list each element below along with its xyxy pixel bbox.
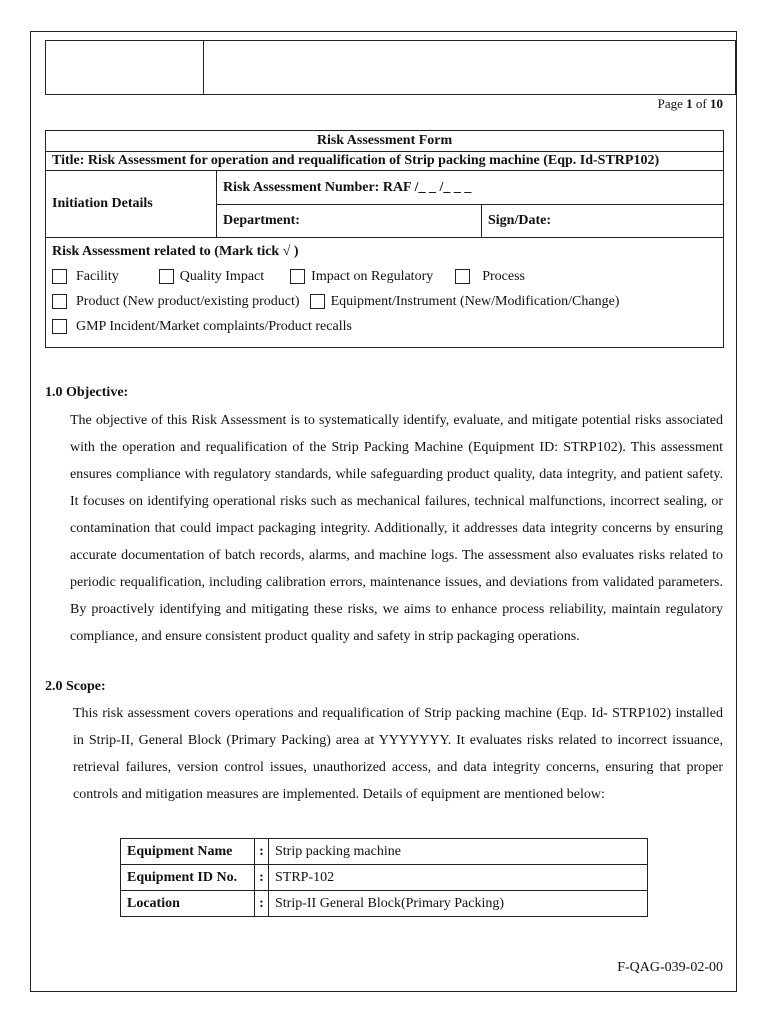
equipment-id-label: Equipment ID No.: [121, 865, 255, 891]
product-checkbox[interactable]: [52, 294, 67, 309]
process-checkbox[interactable]: [455, 269, 470, 284]
colon: :: [255, 891, 269, 917]
initiation-details-label: Initiation Details: [46, 171, 217, 238]
regulatory-option[interactable]: [290, 269, 433, 285]
equipment-option[interactable]: [310, 294, 620, 310]
equipment-id-value: STRP-102: [269, 865, 648, 891]
equipment-details-table: [120, 838, 648, 917]
document-header: [45, 40, 736, 95]
process-option[interactable]: [455, 269, 525, 285]
table-row: [121, 839, 648, 865]
equipment-checkbox[interactable]: [310, 294, 325, 309]
colon: :: [255, 865, 269, 891]
regulatory-checkbox[interactable]: [290, 269, 305, 284]
gmp-option[interactable]: [52, 319, 352, 335]
checkbox-row-1: [52, 264, 717, 289]
equipment-name-value: Strip packing machine: [269, 839, 648, 865]
page-number: [658, 96, 723, 112]
department-field: Department:: [217, 205, 482, 238]
quality-label: Quality Impact: [179, 268, 265, 284]
gmp-checkbox[interactable]: [52, 319, 67, 334]
scope-heading: 2.0 Scope:: [45, 679, 106, 694]
process-label: Process: [482, 268, 526, 284]
gmp-label: GMP Incident/Market complaints/Product recalls: [76, 318, 352, 334]
table-row: [121, 865, 648, 891]
scope-paragraph: This risk assessment covers operations and requalification of Strip packing machine (Eqp. Id- STRP102) installed in Strip-II, General Block (Primary Packing) area at YYYYYYY. It evaluates risks related to incorrect issuance, retrieval failures, version control issues, unauthorized access, and data integrity concerns, ensuring that proper controls and mitigation measures are implemented. Details of equipment are mentioned below:: [73, 706, 723, 802]
table-row: [121, 891, 648, 917]
page-current: 1: [686, 96, 693, 111]
location-label: Location: [121, 891, 255, 917]
checkbox-row-3: [52, 314, 717, 339]
objective-heading: 1.0 Objective:: [45, 385, 129, 400]
facility-label: Facility: [76, 268, 119, 284]
risk-related-section: [46, 238, 724, 348]
facility-option[interactable]: [52, 269, 119, 285]
form-title: Risk Assessment Form: [46, 131, 724, 152]
checkbox-row-2: [52, 289, 717, 314]
sign-date-field: Sign/Date:: [482, 205, 724, 238]
facility-checkbox[interactable]: [52, 269, 67, 284]
logo-cell: [46, 41, 204, 94]
equipment-name-label: Equipment Name: [121, 839, 255, 865]
form-subtitle: Title: Risk Assessment for operation and requalification of Strip packing machine (Eqp. Id-STRP102): [46, 152, 724, 171]
risk-assessment-form-table: [45, 130, 724, 348]
quality-option[interactable]: [159, 269, 264, 285]
page-of: of: [695, 96, 707, 111]
page-total: 10: [710, 96, 723, 111]
page-label: Page: [657, 96, 683, 111]
ra-number-field: Risk Assessment Number: RAF /_ _ /_ _ _: [217, 171, 724, 205]
regulatory-label: Impact on Regulatory: [311, 268, 434, 284]
objective-paragraph: The objective of this Risk Assessment is to systematically identify, evaluate, and mitigate potential risks associated with the operation and requalification of the Strip Packing Machine (Equipment ID: STRP102). This assessment ensures compliance with regulatory standards, while safeguarding product quality, data integrity, and patient safety. It focuses on identifying operational risks such as mechanical failures, technical malfunctions, incorrect sealing, or contamination that could impact packaging integrity. Additionally, it addresses data integrity concerns by ensuring accurate documentation of batch records, alarms, and machine logs. The assessment also evaluates risks related to periodic requalification, including calibration errors, maintenance issues, and deviations from validated parameters. By proactively identifying and mitigating these risks, we aims to enhance process reliability, maintain regulatory compliance, and ensure consistent product quality and safety in strip packaging operations.: [70, 413, 723, 644]
risk-related-label: Risk Assessment related to (Mark tick √ ): [52, 244, 299, 259]
form-code: F-QAG-039-02-00: [617, 960, 723, 975]
product-option[interactable]: [52, 294, 300, 310]
quality-checkbox[interactable]: [159, 269, 174, 284]
product-label: Product (New product/existing product): [76, 293, 300, 309]
location-value: Strip-II General Block(Primary Packing): [269, 891, 648, 917]
colon: :: [255, 839, 269, 865]
equipment-label: Equipment/Instrument (New/Modification/Change): [330, 293, 620, 309]
